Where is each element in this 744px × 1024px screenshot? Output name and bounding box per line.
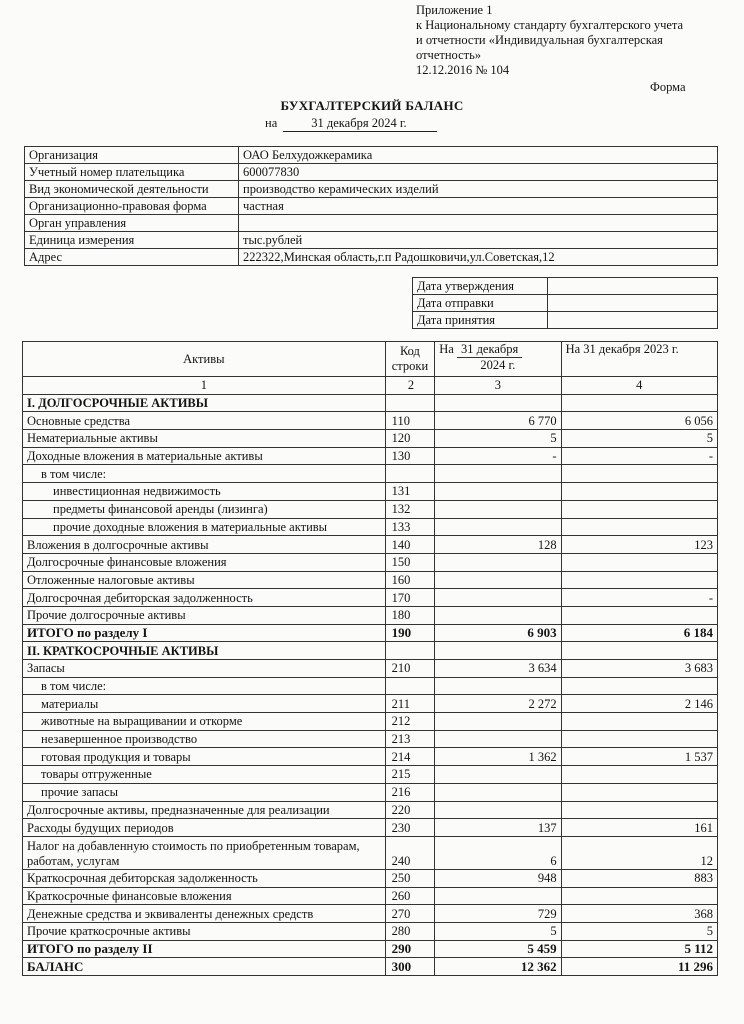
line-item-name: I. ДОЛГОСРОЧНЫЕ АКТИВЫ (23, 394, 386, 412)
line-code: 170 (385, 589, 435, 607)
org-info-value: 222322,Минская область,г.п Радошковичи,ул.Советская,12 (239, 249, 718, 266)
line-code: 150 (385, 553, 435, 571)
line-code: 212 (385, 713, 435, 731)
previous-period-value: 161 (561, 819, 717, 837)
header-current-date: 31 декабря (457, 342, 522, 358)
previous-period-value: 2 146 (561, 695, 717, 713)
previous-period-value (561, 518, 717, 536)
balance-row (23, 536, 718, 554)
date-prefix: на (265, 116, 278, 130)
current-period-value (435, 677, 561, 695)
line-item-name: ИТОГО по разделу I (23, 624, 386, 642)
current-period-value: - (435, 447, 561, 465)
line-code: 130 (385, 447, 435, 465)
header-current-prefix: На (439, 342, 454, 356)
balance-row (23, 887, 718, 905)
balance-row (23, 606, 718, 624)
balance-row (23, 500, 718, 518)
previous-period-value: 11 296 (561, 958, 717, 976)
appendix-line: к Национальному стандарту бухгалтерского учета (416, 18, 684, 32)
current-period-value (435, 465, 561, 483)
balance-row (23, 905, 718, 923)
line-code: 160 (385, 571, 435, 589)
current-period-value: 6 770 (435, 412, 561, 430)
approval-value (548, 295, 718, 312)
header-assets: Активы (23, 342, 386, 377)
org-info-value: ОАО Белхудожкерамика (239, 147, 718, 164)
appendix-line: и отчетности «Индивидуальная бухгалтерская (416, 33, 663, 47)
header-code (385, 342, 435, 377)
previous-period-value: 5 (561, 922, 717, 940)
current-period-value: 6 (435, 836, 561, 869)
line-code: 110 (385, 412, 435, 430)
line-code: 240 (385, 836, 435, 869)
previous-period-value: 883 (561, 869, 717, 887)
line-item-name: Основные средства (23, 412, 386, 430)
org-info-value: частная (239, 198, 718, 215)
previous-period-value: 5 112 (561, 940, 717, 958)
appendix-note (416, 3, 683, 78)
current-period-value (435, 887, 561, 905)
current-period-value (435, 783, 561, 801)
line-code: 300 (385, 958, 435, 976)
balance-row (23, 430, 718, 448)
current-period-value (435, 500, 561, 518)
line-item-name: Денежные средства и эквиваленты денежных средств (23, 905, 386, 923)
org-info-label: Организация (25, 147, 239, 164)
line-item-name: БАЛАНС (23, 958, 386, 976)
balance-row (23, 766, 718, 784)
previous-period-value (561, 677, 717, 695)
report-date: 31 декабря 2024 г. (283, 116, 436, 132)
previous-period-value: 12 (561, 836, 717, 869)
total-row (23, 940, 718, 958)
previous-period-value (561, 483, 717, 501)
form-label: Форма (650, 80, 686, 94)
line-code: 270 (385, 905, 435, 923)
line-code: 260 (385, 887, 435, 905)
org-info-row (25, 147, 718, 164)
previous-period-value: 6 184 (561, 624, 717, 642)
current-period-value: 12 362 (435, 958, 561, 976)
approval-value (548, 312, 718, 329)
balance-row (23, 518, 718, 536)
balance-row (23, 748, 718, 766)
previous-period-value: 6 056 (561, 412, 717, 430)
org-info-value: производство керамических изделий (239, 181, 718, 198)
balance-row (23, 869, 718, 887)
org-info-row (25, 181, 718, 198)
column-number: 4 (561, 377, 717, 395)
balance-row (23, 836, 718, 869)
line-item-name: Прочие краткосрочные активы (23, 922, 386, 940)
org-info-label: Учетный номер плательщика (25, 164, 239, 181)
approval-label: Дата принятия (413, 312, 548, 329)
line-code: 120 (385, 430, 435, 448)
line-code: 216 (385, 783, 435, 801)
total-row (23, 958, 718, 976)
line-item-name: товары отгруженные (23, 766, 386, 784)
balance-row (23, 783, 718, 801)
line-code: 220 (385, 801, 435, 819)
current-period-value (435, 483, 561, 501)
header-code-line2: строки (391, 359, 429, 373)
approval-row (413, 312, 718, 329)
org-info-value: тыс.рублей (239, 232, 718, 249)
org-info-row (25, 164, 718, 181)
balance-row (23, 589, 718, 607)
previous-period-value (561, 642, 717, 660)
line-code (385, 465, 435, 483)
current-period-value (435, 553, 561, 571)
section-heading-row (23, 394, 718, 412)
balance-row (23, 677, 718, 695)
balance-row (23, 571, 718, 589)
line-item-name: Доходные вложения в материальные активы (23, 447, 386, 465)
header-current-period (435, 342, 561, 377)
header-code-line1: Код (399, 344, 420, 358)
org-info-label: Адрес (25, 249, 239, 266)
org-info-row (25, 215, 718, 232)
line-code: 290 (385, 940, 435, 958)
line-item-name: готовая продукция и товары (23, 748, 386, 766)
column-number: 1 (23, 377, 386, 395)
org-info-row (25, 249, 718, 266)
column-number-row (23, 377, 718, 395)
balance-row (23, 713, 718, 731)
previous-period-value (561, 783, 717, 801)
line-code: 133 (385, 518, 435, 536)
line-code: 250 (385, 869, 435, 887)
total-row (23, 624, 718, 642)
previous-period-value: 5 (561, 430, 717, 448)
previous-period-value (561, 500, 717, 518)
line-item-name: животные на выращивании и откорме (23, 713, 386, 731)
line-item-name: Вложения в долгосрочные активы (23, 536, 386, 554)
current-period-value: 6 903 (435, 624, 561, 642)
previous-period-value: 123 (561, 536, 717, 554)
line-item-name: материалы (23, 695, 386, 713)
line-code: 132 (385, 500, 435, 518)
current-period-value (435, 589, 561, 607)
header-previous-period (561, 342, 717, 377)
balance-row (23, 465, 718, 483)
line-code: 131 (385, 483, 435, 501)
line-code (385, 394, 435, 412)
previous-period-value (561, 730, 717, 748)
line-item-name: в том числе: (23, 677, 386, 695)
line-item-name: Расходы будущих периодов (23, 819, 386, 837)
appendix-line: Приложение 1 (416, 3, 493, 17)
balance-row (23, 447, 718, 465)
balance-row (23, 553, 718, 571)
report-date-line (265, 116, 437, 132)
line-item-name: II. КРАТКОСРОЧНЫЕ АКТИВЫ (23, 642, 386, 660)
balance-row (23, 412, 718, 430)
previous-period-value (561, 766, 717, 784)
header-previous-prefix: На (565, 342, 581, 356)
current-period-value (435, 713, 561, 731)
current-period-value (435, 518, 561, 536)
header-current-year: 2024 г. (480, 358, 516, 372)
line-code: 210 (385, 660, 435, 678)
previous-period-value: 368 (561, 905, 717, 923)
current-period-value (435, 766, 561, 784)
line-item-name: Долгосрочная дебиторская задолженность (23, 589, 386, 607)
current-period-value: 3 634 (435, 660, 561, 678)
line-code: 215 (385, 766, 435, 784)
organization-info-table (24, 146, 718, 266)
line-code (385, 642, 435, 660)
current-period-value: 2 272 (435, 695, 561, 713)
appendix-line: 12.12.2016 № 104 (416, 63, 510, 77)
balance-row (23, 819, 718, 837)
org-info-row (25, 232, 718, 249)
current-period-value: 5 (435, 430, 561, 448)
header-row (23, 342, 718, 377)
org-info-value: 600077830 (239, 164, 718, 181)
current-period-value: 128 (435, 536, 561, 554)
line-item-name: предметы финансовой аренды (лизинга) (23, 500, 386, 518)
line-item-name: в том числе: (23, 465, 386, 483)
balance-row (23, 695, 718, 713)
appendix-line: отчетность» (416, 48, 482, 62)
current-period-value (435, 394, 561, 412)
line-item-name: Налог на добавленную стоимость по приобретенным товарам, работам, услугам (23, 836, 386, 869)
line-item-name: инвестиционная недвижимость (23, 483, 386, 501)
balance-row (23, 922, 718, 940)
line-item-name: Запасы (23, 660, 386, 678)
approval-row (413, 278, 718, 295)
previous-period-value (561, 553, 717, 571)
line-item-name: Нематериальные активы (23, 430, 386, 448)
previous-period-value: - (561, 447, 717, 465)
previous-period-value (561, 394, 717, 412)
previous-period-value: - (561, 589, 717, 607)
line-item-name: Отложенные налоговые активы (23, 571, 386, 589)
balance-row (23, 801, 718, 819)
line-item-name: Краткосрочные финансовые вложения (23, 887, 386, 905)
current-period-value: 729 (435, 905, 561, 923)
org-info-label: Организационно-правовая форма (25, 198, 239, 215)
org-info-row (25, 198, 718, 215)
line-code (385, 677, 435, 695)
previous-period-value (561, 801, 717, 819)
line-item-name: Долгосрочные активы, предназначенные для реализации (23, 801, 386, 819)
org-info-label: Единица измерения (25, 232, 239, 249)
previous-period-value (561, 606, 717, 624)
previous-period-value: 1 537 (561, 748, 717, 766)
previous-period-value: 3 683 (561, 660, 717, 678)
approval-label: Дата утверждения (413, 278, 548, 295)
previous-period-value (561, 571, 717, 589)
previous-period-value (561, 713, 717, 731)
line-code: 213 (385, 730, 435, 748)
line-item-name: прочие доходные вложения в материальные активы (23, 518, 386, 536)
line-item-name: Долгосрочные финансовые вложения (23, 553, 386, 571)
section-heading-row (23, 642, 718, 660)
line-item-name: Прочие долгосрочные активы (23, 606, 386, 624)
org-info-label: Вид экономической деятельности (25, 181, 239, 198)
line-item-name: незавершенное производство (23, 730, 386, 748)
current-period-value: 5 459 (435, 940, 561, 958)
column-number: 2 (385, 377, 435, 395)
line-code: 230 (385, 819, 435, 837)
balance-row (23, 483, 718, 501)
line-code: 180 (385, 606, 435, 624)
current-period-value (435, 801, 561, 819)
line-code: 140 (385, 536, 435, 554)
balance-row (23, 730, 718, 748)
current-period-value: 1 362 (435, 748, 561, 766)
line-item-name: Краткосрочная дебиторская задолженность (23, 869, 386, 887)
balance-sheet-table (22, 341, 718, 976)
column-number: 3 (435, 377, 561, 395)
line-code: 190 (385, 624, 435, 642)
org-info-label: Орган управления (25, 215, 239, 232)
line-item-name: прочие запасы (23, 783, 386, 801)
current-period-value (435, 730, 561, 748)
current-period-value: 948 (435, 869, 561, 887)
approval-dates-table (412, 277, 718, 329)
line-code: 214 (385, 748, 435, 766)
approval-label: Дата отправки (413, 295, 548, 312)
line-code: 280 (385, 922, 435, 940)
previous-period-value (561, 887, 717, 905)
current-period-value (435, 571, 561, 589)
document-title: БУХГАЛТЕРСКИЙ БАЛАНС (280, 98, 464, 113)
approval-row (413, 295, 718, 312)
current-period-value (435, 606, 561, 624)
current-period-value: 5 (435, 922, 561, 940)
org-info-value (239, 215, 718, 232)
current-period-value: 137 (435, 819, 561, 837)
approval-value (548, 278, 718, 295)
line-code: 211 (385, 695, 435, 713)
current-period-value (435, 642, 561, 660)
balance-row (23, 660, 718, 678)
header-previous-date: 31 декабря 2023 г. (583, 342, 679, 356)
previous-period-value (561, 465, 717, 483)
line-item-name: ИТОГО по разделу II (23, 940, 386, 958)
